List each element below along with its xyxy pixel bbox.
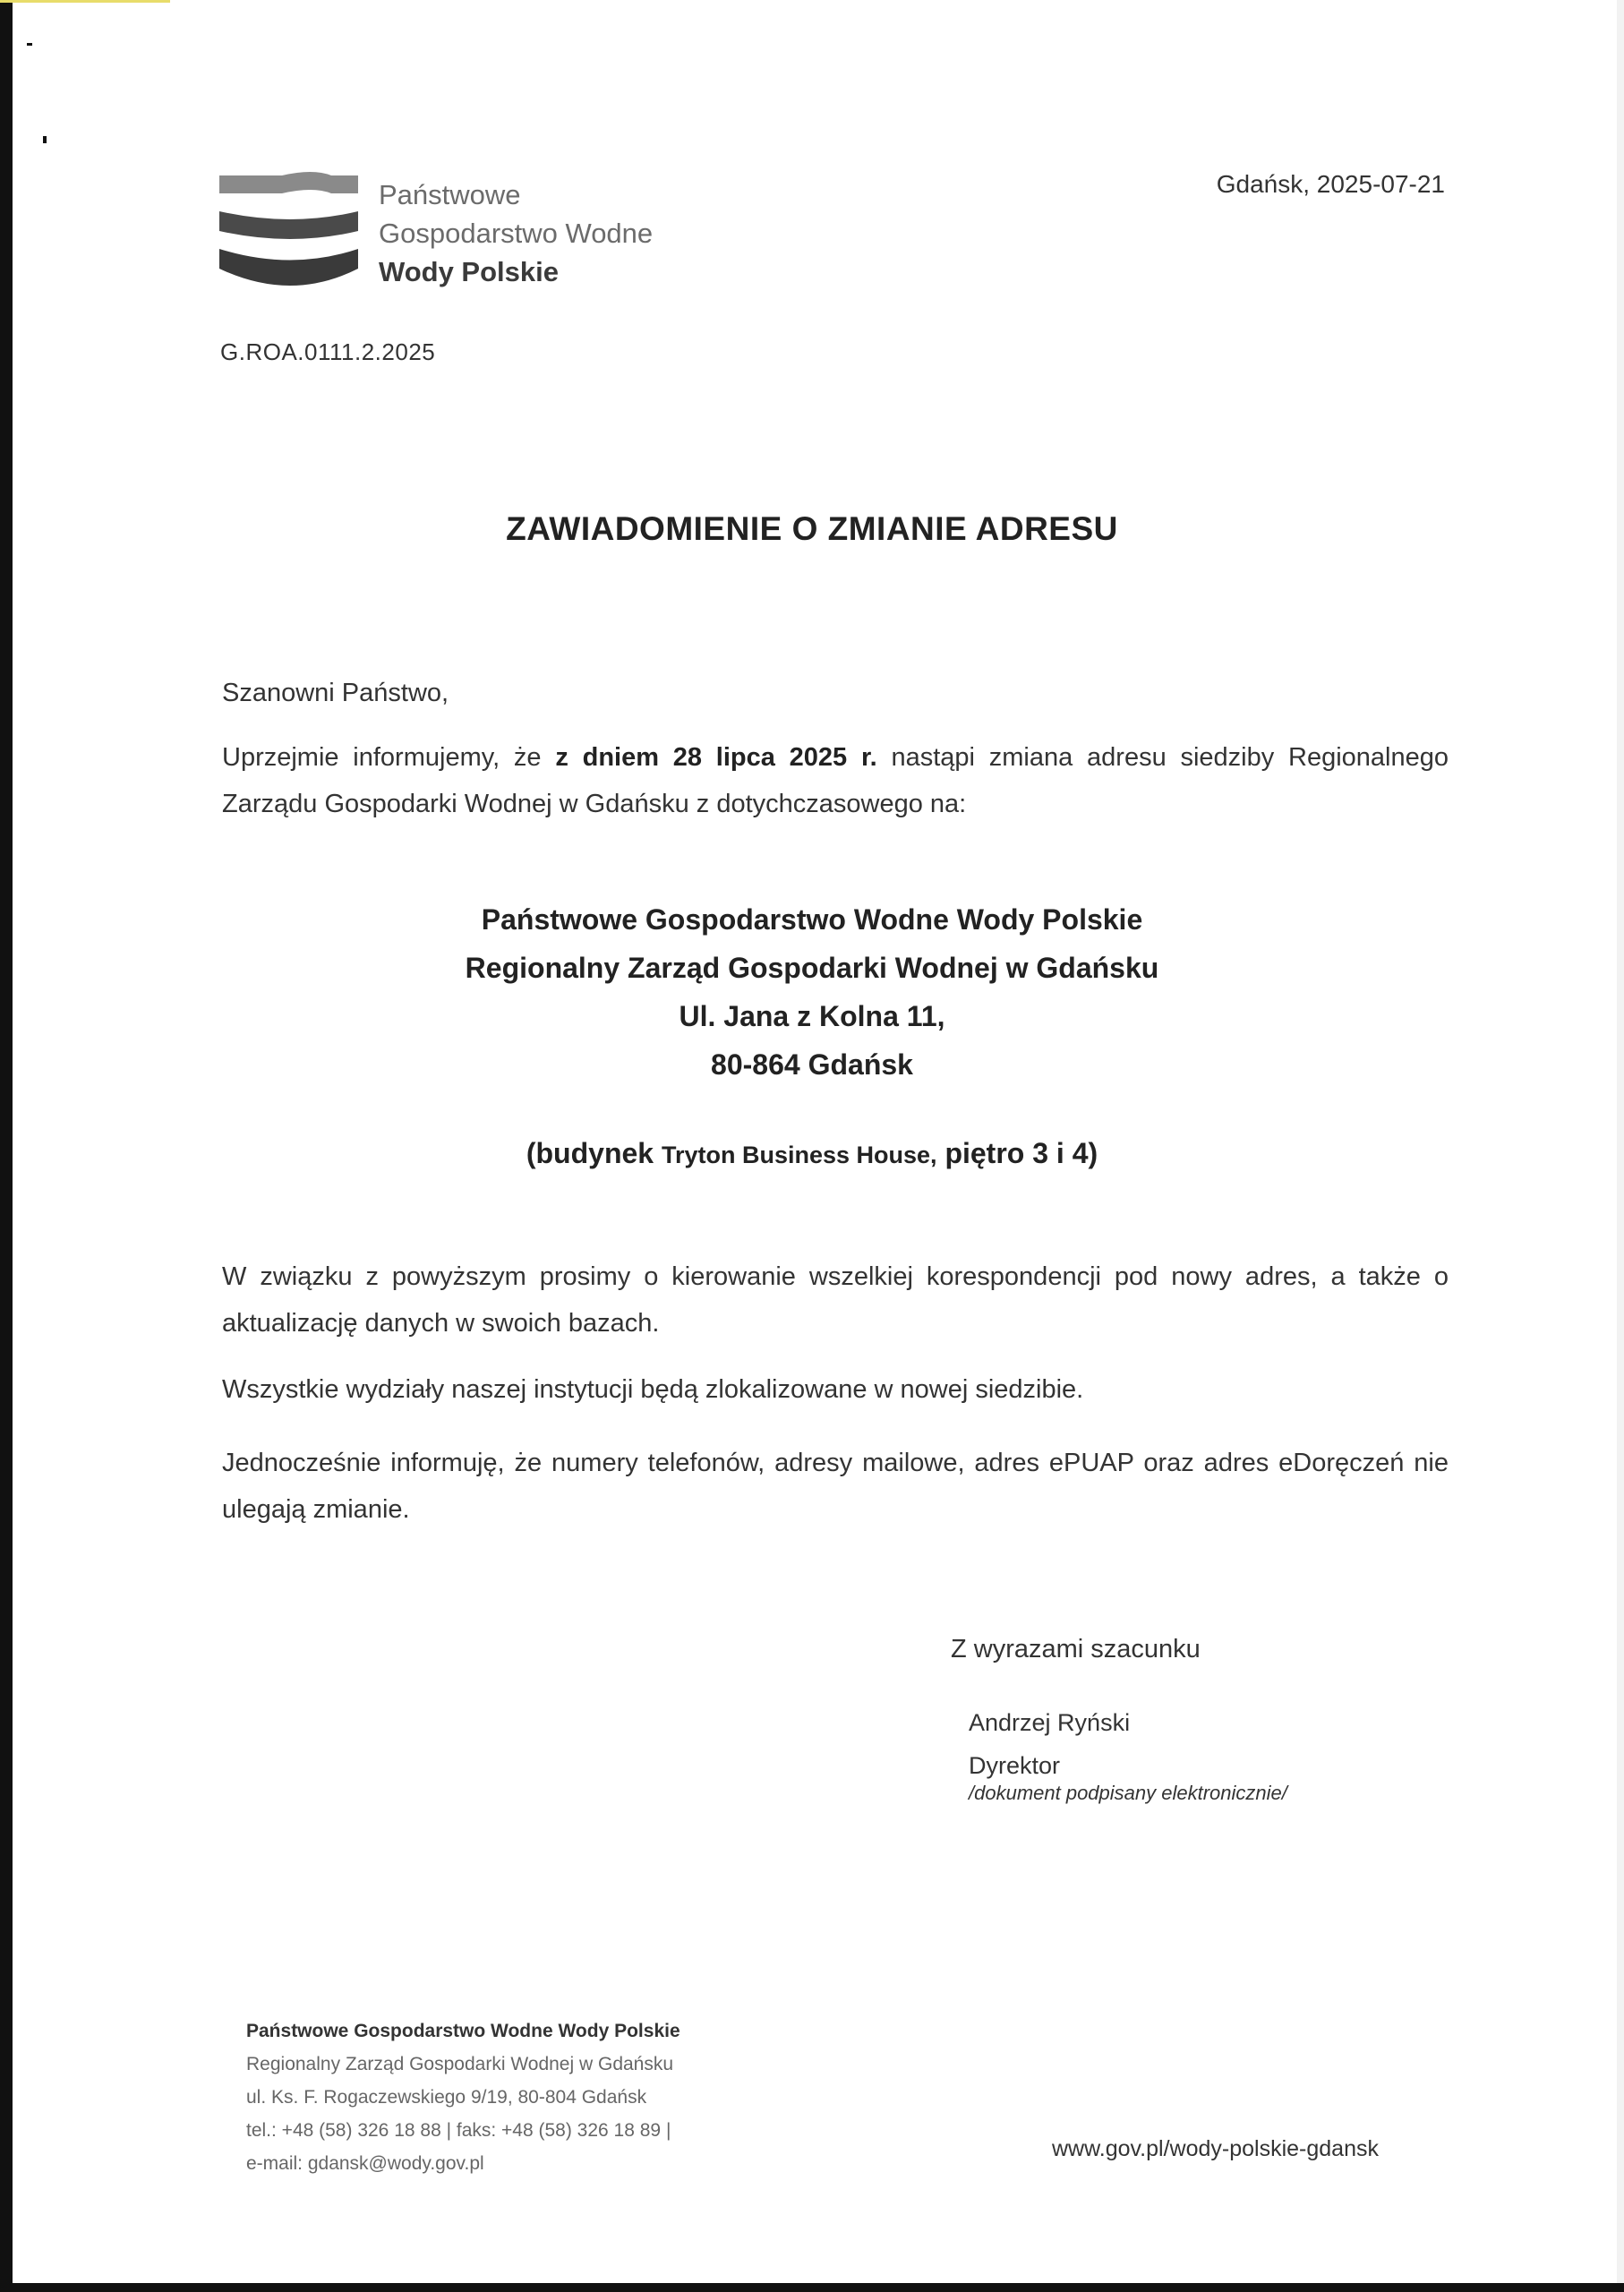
footer-street: ul. Ks. F. Rogaczewskiego 9/19, 80-804 Gdańsk <box>246 2087 647 2108</box>
effective-date: z dniem 28 lipca 2025 r. <box>555 743 877 772</box>
contacts-paragraph: Jednocześnie informuję, że numery telefonów, adresy mailowe, adres ePUAP oraz adres eDoręczeń nie ulegają zmianie. <box>222 1449 1449 1524</box>
building-prefix: (budynek <box>526 1137 654 1169</box>
address-line: Regionalny Zarząd Gospodarki Wodnej w Gdańsku <box>465 952 1159 984</box>
footer-unit: Regionalny Zarząd Gospodarki Wodnej w Gdańsku <box>246 2054 674 2074</box>
document-title: ZAWIADOMIENIE O ZMIANIE ADRESU <box>506 510 1118 547</box>
scan-top-mark <box>0 0 170 3</box>
salutation: Szanowni Państwo, <box>222 679 449 707</box>
signer-name: Andrzej Ryński <box>969 1709 1131 1736</box>
scan-speck <box>43 136 47 143</box>
scan-speck <box>27 43 32 46</box>
intro-text-start: Uprzejmie informujemy, że <box>222 743 542 772</box>
logo-line-3: Wody Polskie <box>379 256 559 287</box>
address-line: Państwowe Gospodarstwo Wodne Wody Polskie <box>481 903 1143 936</box>
departments-paragraph: Wszystkie wydziały naszej instytucji będą zlokalizowane w nowej siedzibie. <box>222 1375 1084 1404</box>
closing-phrase: Z wyrazami szacunku <box>951 1635 1201 1663</box>
electronic-signature-note: /dokument podpisany elektronicznie/ <box>969 1782 1287 1804</box>
footer-contact-block <box>246 2014 680 2180</box>
building-floors: piętro 3 i 4) <box>944 1137 1098 1169</box>
intro-paragraph <box>222 734 1449 827</box>
footer-website-link[interactable]: www.gov.pl/wody-polskie-gdansk <box>1052 2136 1379 2161</box>
building-info <box>0 1137 1624 1170</box>
reference-number: G.ROA.0111.2.2025 <box>220 338 436 365</box>
signer-block <box>969 1701 1130 1787</box>
signer-position: Dyrektor <box>969 1752 1061 1779</box>
intro-text-end: nastąpi zmiana adresu siedziby Regionalnego Zarządu Gospodarki Wodnej w Gdańsku z dotychczasowego na: <box>222 743 1449 818</box>
footer-phone: tel.: +48 (58) 326 18 88 | faks: +48 (58) 326 18 89 | <box>246 2120 671 2141</box>
address-line: 80-864 Gdańsk <box>711 1048 913 1081</box>
address-line: Ul. Jana z Kolna 11, <box>679 1000 945 1032</box>
logo-line-2: Gospodarstwo Wodne <box>379 218 654 249</box>
correspondence-paragraph: W związku z powyższym prosimy o kierowanie wszelkiej korespondencji pod nowy adres, a także o aktualizację danych w swoich bazach. <box>222 1262 1449 1338</box>
footer-org: Państwowe Gospodarstwo Wodne Wody Polskie <box>246 2021 680 2041</box>
scan-bottom-edge <box>0 2283 1624 2292</box>
place-date: Gdańsk, 2025-07-21 <box>1216 170 1445 198</box>
logo-line-1: Państwowe <box>379 179 521 210</box>
wody-polskie-logo <box>219 168 358 307</box>
new-address-block <box>0 895 1624 1089</box>
logo-wordmark <box>379 175 653 291</box>
building-name: Tryton Business House, <box>661 1142 937 1168</box>
footer-email: e-mail: gdansk@wody.gov.pl <box>246 2153 484 2174</box>
